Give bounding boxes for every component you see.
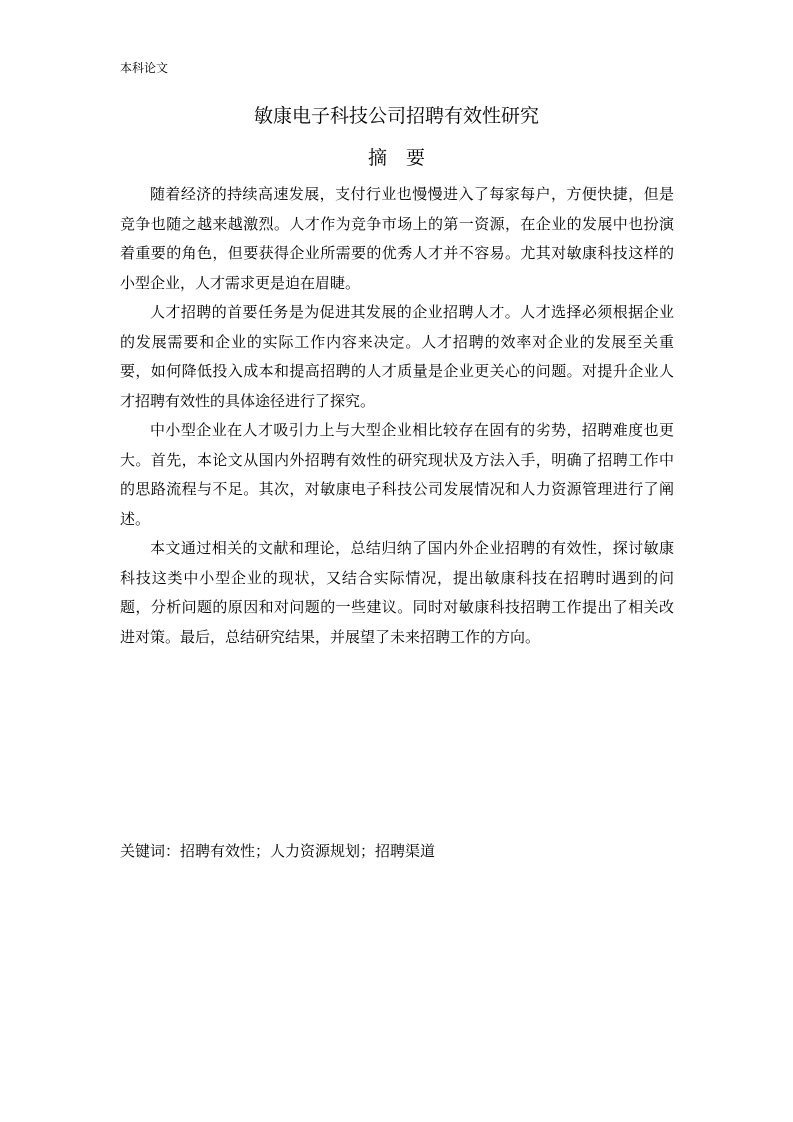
keywords-line: 关键词：招聘有效性；人力资源规划；招聘渠道 bbox=[120, 842, 436, 860]
abstract-paragraph: 人才招聘的首要任务是为促进其发展的企业招聘人才。人才选择必须根据企业的发展需要和企业的实际工作内容来决定。人才招聘的效率对企业的发展至关重要，如何降低投入成本和提高招聘的人才质量是企业更关心的问题。对提升企业人才招聘有效性的具体途径进行了探究。 bbox=[120, 303, 674, 410]
abstract-body bbox=[120, 180, 674, 652]
paper-title: 敏康电子科技公司招聘有效性研究 bbox=[253, 105, 539, 127]
abstract-paragraph: 中小型企业在人才吸引力上与大型企业相比较存在固有的劣势，招聘难度也更大。首先，本论文从国内外招聘有效性的研究现状及方法入手，明确了招聘工作中的思路流程与不足。其次，对敏康电子科技公司发展情况和人力资源管理进行了阐述。 bbox=[120, 421, 674, 528]
header-label: 本科论文 bbox=[120, 61, 169, 75]
abstract-paragraph: 随着经济的持续高速发展，支付行业也慢慢进入了每家每户，方便快捷，但是竞争也随之越来越激烈。人才作为竞争市场上的第一资源，在企业的发展中也扮演着重要的角色，但要获得企业所需要的优秀人才并不容易。尤其对敏康科技这样的小型企业，人才需求更是迫在眉睫。 bbox=[120, 185, 674, 292]
abstract-paragraph: 本文通过相关的文献和理论，总结归纳了国内外企业招聘的有效性，探讨敏康科技这类中小型企业的现状，又结合实际情况，提出敏康科技在招聘时遇到的问题，分析问题的原因和对问题的一些建议。同时对敏康科技招聘工作提出了相关改进对策。最后，总结研究结果，并展望了未来招聘工作的方向。 bbox=[120, 539, 674, 646]
abstract-heading: 摘要 bbox=[367, 147, 444, 169]
